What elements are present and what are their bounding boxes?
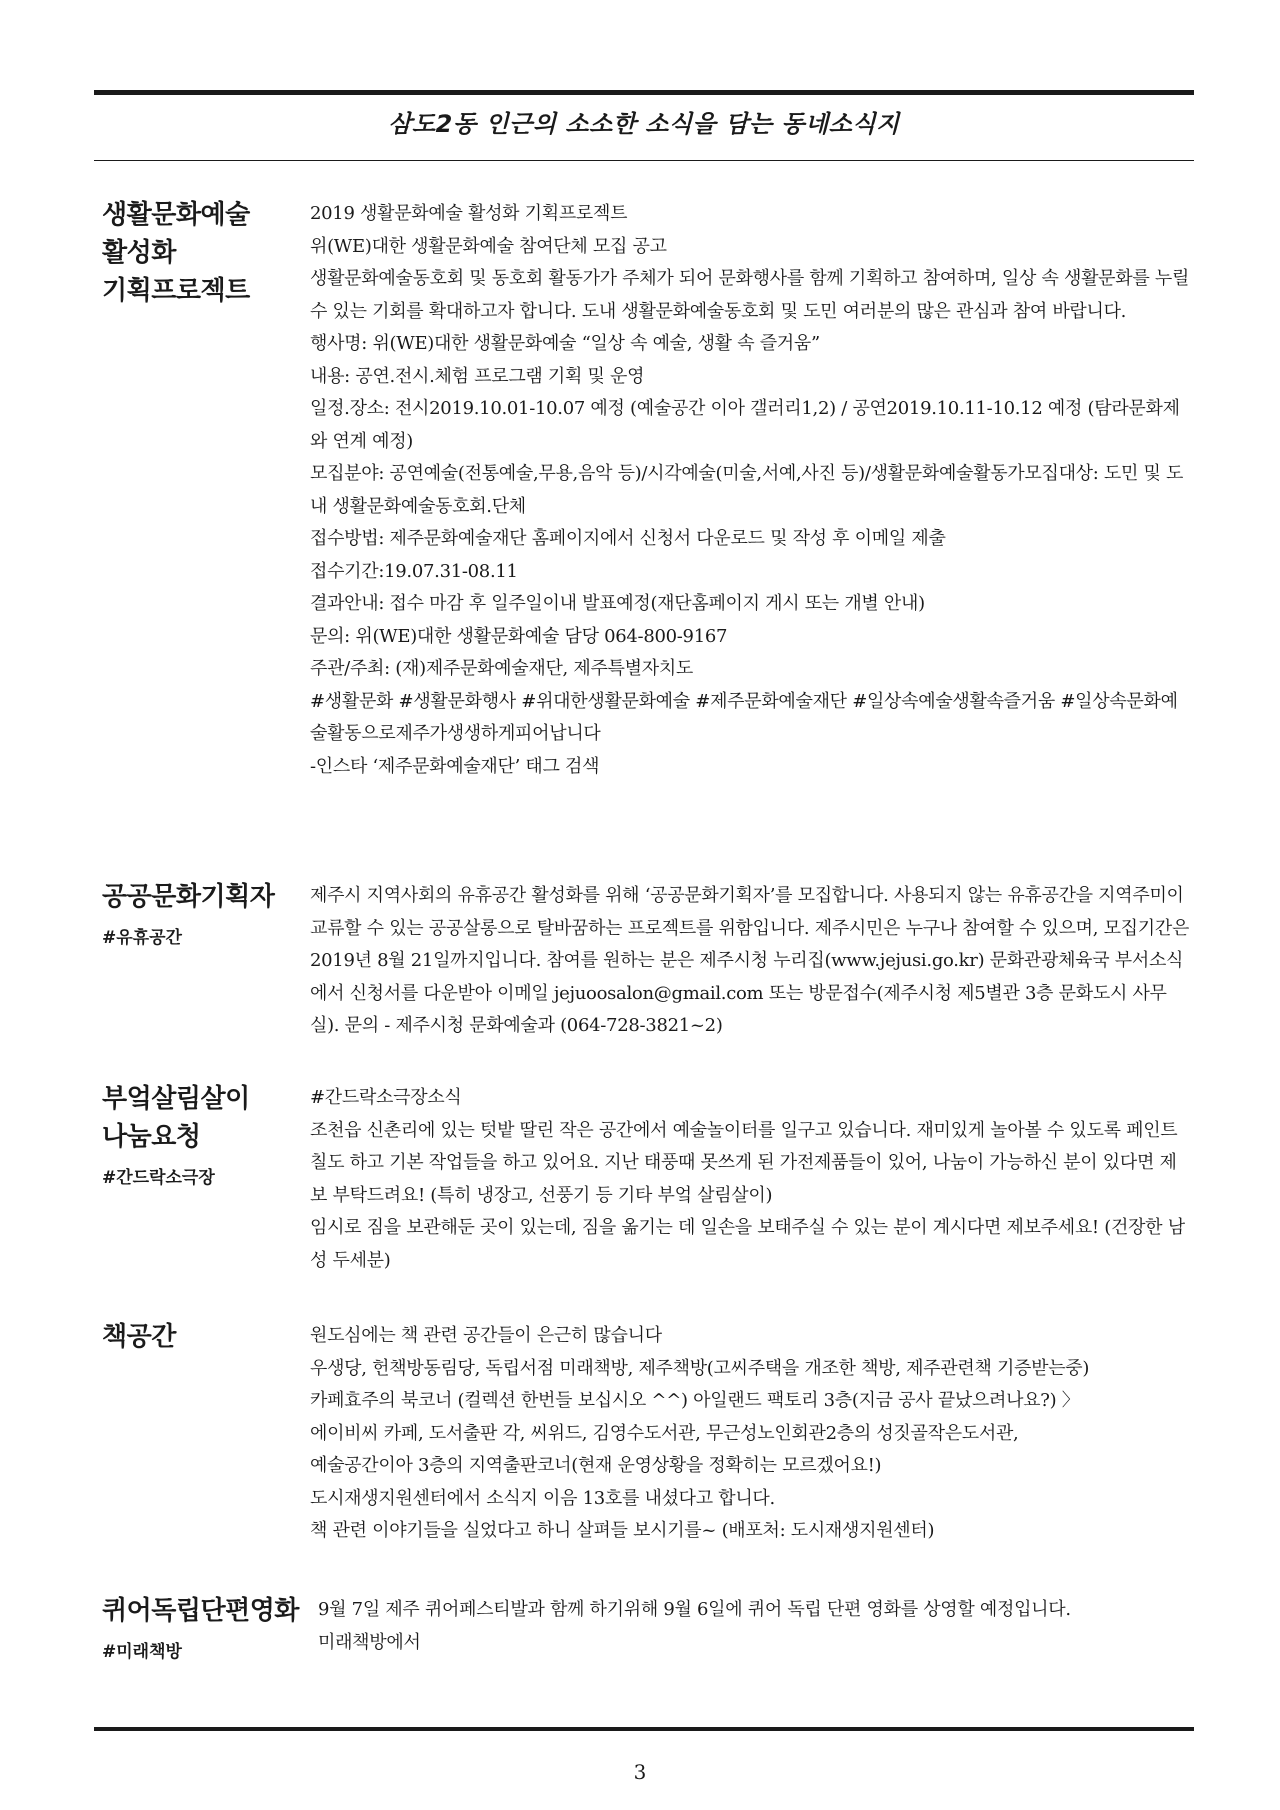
- paragraph: 조천읍 신촌리에 있는 텃밭 딸린 작은 공간에서 예술놀이터를 일구고 있습니다. 재미있게 놀아볼 수 있도록 페인트칠도 하고 기본 작업들을 하고 있어요. 지난 태풍때 못쓰게 된 가전제품들이 있어, 나눔이 가능하신 분이 있다면 제보 부탁드려요! (특히 냉장고, 선풍기 등 기타 부엌 살림살이): [310, 1119, 1178, 1206]
- section-body: [310, 1082, 1190, 1277]
- section-tag: #간드락소극장: [102, 1168, 215, 1188]
- paragraph: 2019 생활문화예술 활성화 기획프로젝트: [310, 203, 628, 224]
- paragraph: 결과안내: 접수 마감 후 일주일이내 발표예정(재단홈페이지 게시 또는 개별 안내): [310, 593, 925, 614]
- paragraph: 생활문화예술동호회 및 동호회 활동가가 주체가 되어 문화행사를 함께 기획하고 참여하며, 일상 속 생활문화를 누릴 수 있는 기회를 확대하고자 합니다. 도내 생활문화예술동호회 및 도민 여러분의 많은 관심과 참여 바랍니다.: [310, 268, 1190, 322]
- masthead-rule: [94, 160, 1194, 161]
- section-body: [310, 198, 1190, 783]
- section-title: 책공간: [102, 1322, 176, 1352]
- section-title: 생활문화예술: [102, 200, 250, 230]
- section-title: 부엌살림살이: [102, 1084, 250, 1114]
- paragraph: 예술공간이아 3층의 지역출판코너(현재 운영상황을 정확히는 모르겠어요!): [310, 1455, 882, 1476]
- paragraph: 9월 7일 제주 퀴어페스티발과 함께 하기위해 9월 6일에 퀴어 독립 단편 영화를 상영할 예정입니다.: [318, 1599, 1071, 1620]
- section-title: 퀴어독립단편영화: [102, 1596, 299, 1626]
- section-body: [310, 880, 1190, 1043]
- masthead: 삼도2동 인근의 소소한 소식을 담는 동네소식지: [388, 110, 900, 138]
- section-title: 활성화: [102, 238, 176, 268]
- section-tag: #미래책방: [102, 1642, 182, 1662]
- paragraph: 임시로 짐을 보관해둔 곳이 있는데, 짐을 옮기는 데 일손을 보태주실 수 있는 분이 계시다면 제보주세요! (건장한 남성 두세분): [310, 1217, 1185, 1271]
- paragraph: 주관/주최: (재)제주문화예술재단, 제주특별자치도: [310, 658, 693, 679]
- paragraph: 일정.장소: 전시2019.10.01-10.07 예정 (예술공간 이아 갤러리1,2) / 공연2019.10.11-10.12 예정 (탐라문화제와 연계 예정): [310, 398, 1180, 452]
- section-body: [318, 1594, 1198, 1659]
- section-body: [310, 1320, 1190, 1548]
- paragraph: 에이비씨 카페, 도서출판 각, 씨위드, 김영수도서관, 무근성노인회관2층의 성짓골작은도서관,: [310, 1422, 1019, 1444]
- section-heading: [102, 196, 302, 310]
- paragraph: 위(WE)대한 생활문화예술 참여단체 모집 공고: [310, 235, 667, 257]
- paragraph: 책 관련 이야기들을 실었다고 하니 살펴들 보시기를~ (배포처: 도시재생지원센터): [310, 1520, 935, 1541]
- paragraph: 접수기간:19.07.31-08.11: [310, 560, 518, 582]
- section-heading: [102, 1318, 302, 1356]
- section-heading: [102, 1592, 302, 1670]
- paragraph: 내용: 공연.전시.체험 프로그램 기획 및 운영: [310, 365, 645, 387]
- paragraph: 행사명: 위(WE)대한 생활문화예술 “일상 속 예술, 생활 속 즐거움”: [310, 333, 820, 354]
- paragraph: 원도심에는 책 관련 공간들이 은근히 많습니다: [310, 1325, 662, 1346]
- paragraph: 카페효주의 북코너 (컬렉션 한번들 보십시오 ^^) 아일랜드 팩토리 3층(지금 공사 끝났으려나요?) 〉: [310, 1390, 1080, 1411]
- section-heading: [102, 878, 302, 956]
- paragraph: 도시재생지원센터에서 소식지 이음 13호를 내셨다고 합니다.: [310, 1487, 775, 1509]
- bottom-rule: [94, 1727, 1194, 1731]
- paragraph: #생활문화 #생활문화행사 #위대한생활문화예술 #제주문화예술재단 #일상속예술생활속즐거움 #일상속문화예술활동으로제주가생생하게피어납니다: [310, 690, 1178, 744]
- section-title: 기획프로젝트: [102, 276, 250, 306]
- paragraph: #간드락소극장소식: [310, 1087, 462, 1108]
- section-tag: #유휴공간: [102, 928, 182, 948]
- paragraph: 문의: 위(WE)대한 생활문화예술 담당 064-800-9167: [310, 625, 728, 647]
- paragraph: -인스타 ‘제주문화예술재단’ 태그 검색: [310, 755, 600, 777]
- paragraph: 모집분야: 공연예술(전통예술,무용,음악 등)/시각예술(미술,서예,사진 등)/생활문화예술활동가모집대상: 도민 및 도내 생활문화예술동호회.단체: [310, 463, 1184, 517]
- section-title: 나눔요청: [102, 1122, 201, 1152]
- section-heading: [102, 1080, 302, 1196]
- page-number: 3: [633, 1760, 647, 1784]
- paragraph: 우생당, 헌책방동림당, 독립서점 미래책방, 제주책방(고씨주택을 개조한 책방, 제주관련책 기증받는중): [310, 1357, 1090, 1379]
- section-title: 공공문화기획자: [102, 882, 275, 912]
- paragraph: 접수방법: 제주문화예술재단 홈페이지에서 신청서 다운로드 및 작성 후 이메일 제출: [310, 528, 946, 549]
- paragraph: 제주시 지역사회의 유휴공간 활성화를 위해 ‘공공문화기획자’를 모집합니다. 사용되지 않는 유휴공간을 지역주미이 교류할 수 있는 공공살롱으로 탈바꿈하는 프로젝트를 위함입니다. 제주시민은 누구나 참여할 수 있으며, 모집기간은 2019년 8월 21일까지입니다. 참여를 원하는 분은 제주시청 누리집(www.jejusi.go.kr) 문화관광체육국 부서소식에서 신청서를 다운받아 이메일 jejuoosalon@gmail.com 또는 방문접수(제주시청 제5별관 3층 문화도시 사무실). 문의 - 제주시청 문화예술과 (064-728-3821~2): [310, 885, 1190, 1036]
- paragraph: 미래책방에서: [318, 1631, 421, 1653]
- top-rule: [94, 90, 1194, 95]
